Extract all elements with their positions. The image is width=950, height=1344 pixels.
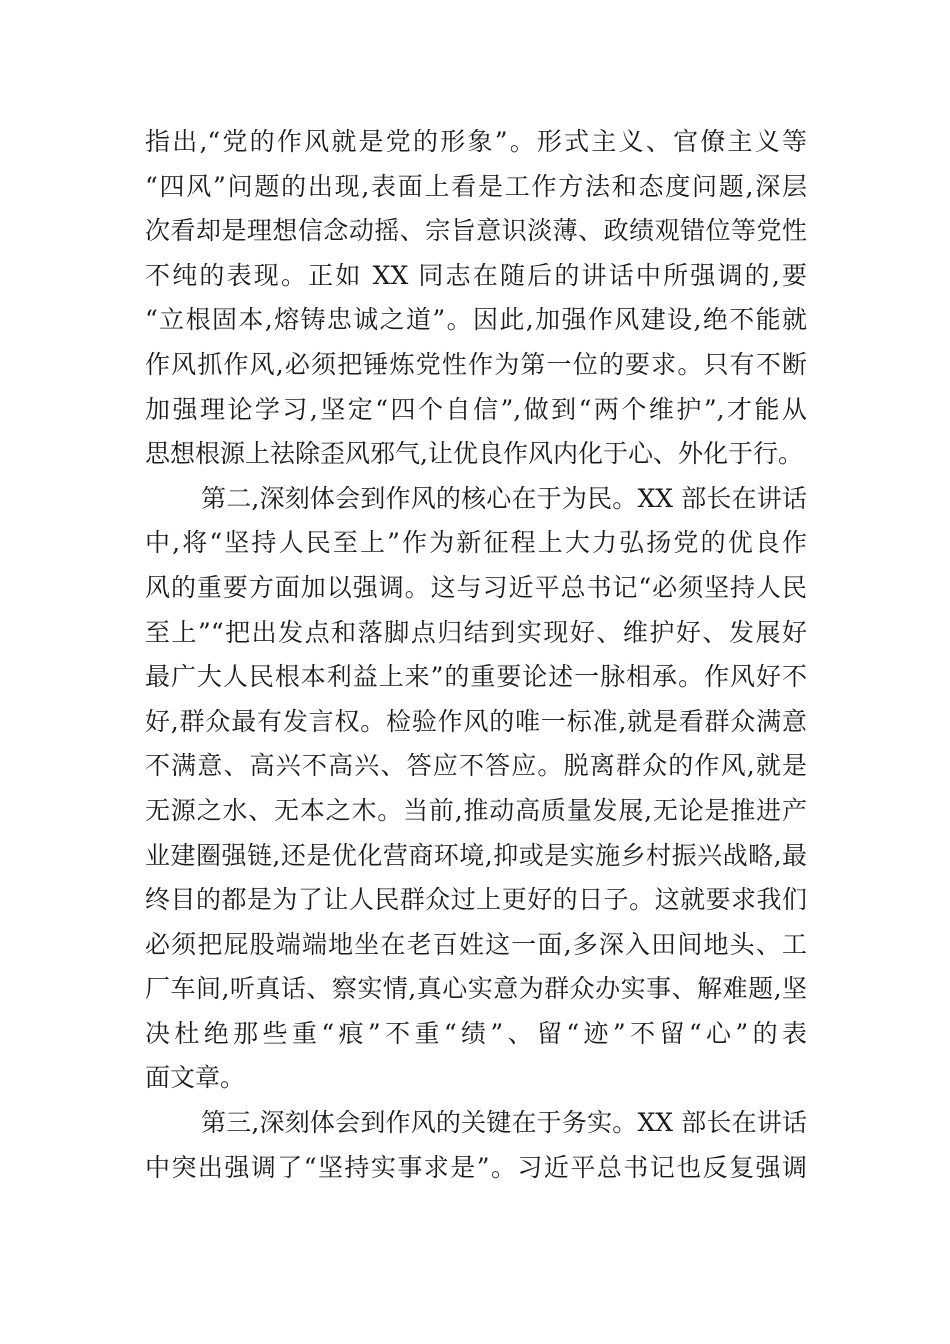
text-line: 作风抓作风,必须把锤炼党性作为第一位的要求。只有不断 <box>145 349 807 379</box>
text-line: 厂车间,听真话、察实情,真心实意为群众办实事、解难题,坚 <box>145 974 807 1004</box>
paragraph-second-point <box>145 477 807 1101</box>
text-line: 不满意、高兴不高兴、答应不答应。脱离群众的作风,就是 <box>145 751 807 781</box>
text-line: 中,将“坚持人民至上”作为新征程上大力弘扬党的优良作 <box>145 528 807 558</box>
text-line: 最广大人民根本利益上来”的重要论述一脉相承。作风好不 <box>145 662 807 692</box>
text-line: 面文章。 <box>145 1063 246 1093</box>
paragraph-third-point <box>145 1101 807 1190</box>
text-line: 指出,“党的作风就是党的形象”。形式主义、官僚主义等 <box>145 127 807 156</box>
text-line: 必须把屁股端端地坐在老百姓这一面,多深入田间地头、工 <box>145 929 807 959</box>
text-line: 终目的都是为了让人民群众过上更好的日子。这就要求我们 <box>145 885 807 915</box>
text-line: 第二,深刻体会到作风的核心在于为民。XX 部长在讲话 <box>201 483 807 513</box>
text-line: 第三,深刻体会到作风的关键在于务实。XX 部长在讲话 <box>201 1108 807 1138</box>
text-line: 不纯的表现。正如 XX 同志在随后的讲话中所强调的,要 <box>145 260 807 290</box>
text-line: 好,群众最有发言权。检验作风的唯一标准,就是看群众满意 <box>145 706 807 736</box>
paragraph-continuation <box>145 120 807 477</box>
text-line: 加强理论学习,坚定“四个自信”,做到“两个维护”,才能从 <box>145 394 807 424</box>
text-line: 无源之水、无本之木。当前,推动高质量发展,无论是推进产 <box>145 795 807 825</box>
text-line: 中突出强调了“坚持实事求是”。习近平总书记也反复强调 <box>145 1152 807 1182</box>
text-line: 业建圈强链,还是优化营商环境,抑或是实施乡村振兴战略,最 <box>145 840 807 870</box>
text-line: 思想根源上祛除歪风邪气,让优良作风内化于心、外化于行。 <box>145 439 803 469</box>
text-line: “立根固本,熔铸忠诚之道”。因此,加强作风建设,绝不能就 <box>145 305 807 335</box>
document-body <box>145 120 807 1190</box>
text-line: 至上”“把出发点和落脚点归结到实现好、维护好、发展好 <box>145 617 807 647</box>
text-line: “四风”问题的出现,表面上看是工作方法和态度问题,深层 <box>145 171 807 201</box>
text-line: 风的重要方面加以强调。这与习近平总书记“必须坚持人民 <box>145 572 807 602</box>
text-line: 决杜绝那些重“痕”不重“绩”、留“迹”不留“心”的表 <box>145 1018 807 1048</box>
text-line: 次看却是理想信念动摇、宗旨意识淡薄、政绩观错位等党性 <box>145 216 807 246</box>
